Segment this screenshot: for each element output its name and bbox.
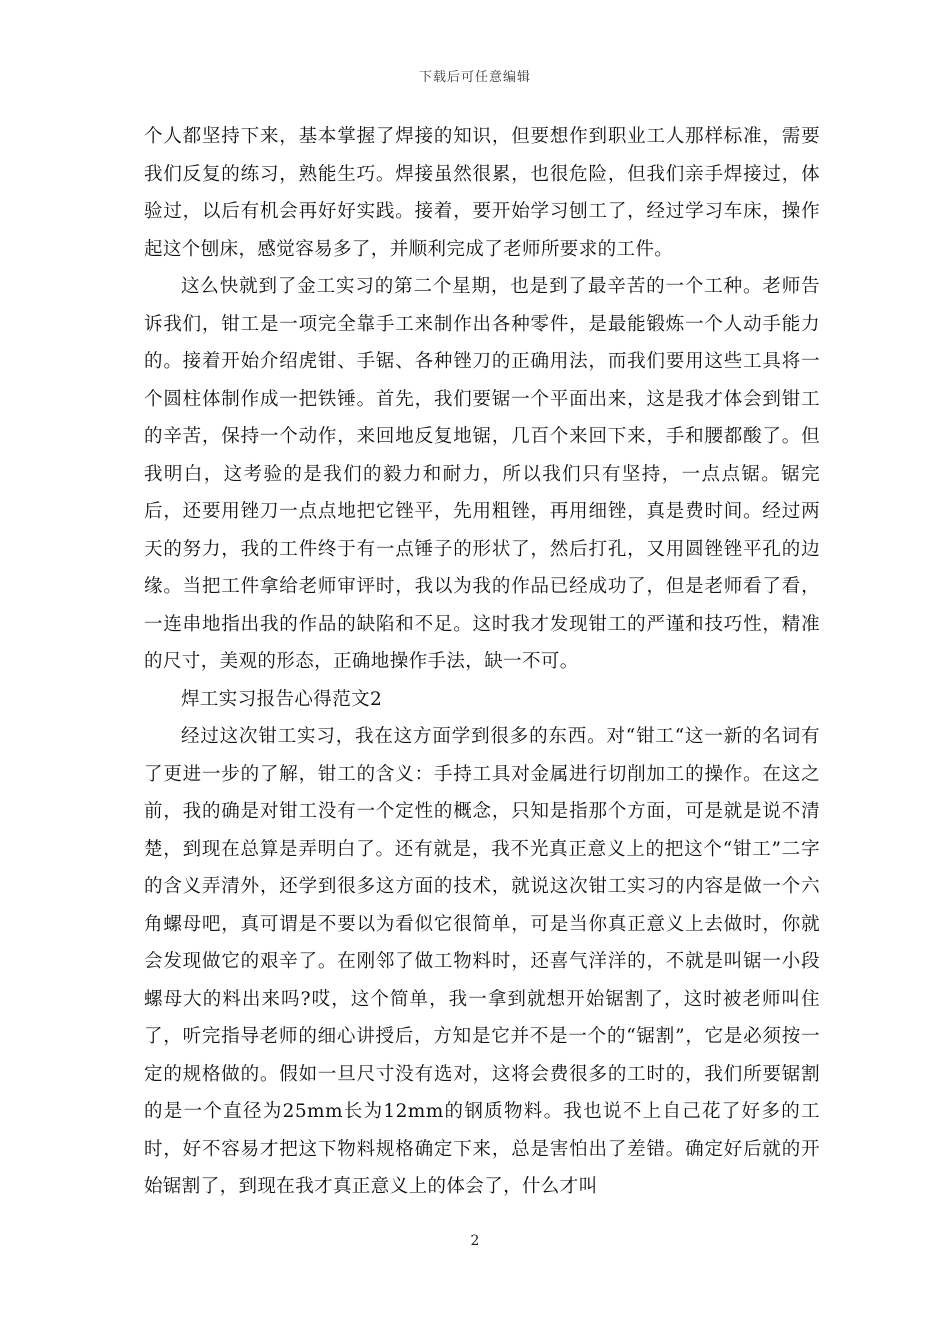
paragraph-3: 经过这次钳工实习，我在这方面学到很多的东西。对“钳工“这一新的名词有了更进一步的了解，钳工的含义：手持工具对金属进行切削加工的操作。在这之前，我的确是对钳工没有一个定性的概念，只知是指那个方面，可是就是说不清楚，到现在总算是弄明白了。还有就是，我不光真正意义上的把这个“钳工”二字的含义弄清外，还学到很多这方面的技术，就说这次钳工实习的内容是做一个六角螺母吧，真可谓是不要以为看似它很简单，可是当你真正意义上去做时，你就会发现做它的艰辛了。在刚邻了做工物料时，还喜气洋洋的，不就是叫锯一小段螺母大的料出来吗?哎，这个简单，我一拿到就想开始锯割了，这时被老师叫住了，听完指导老师的细心讲授后，方知是它并不是一个的“锯割”，它是必须按一定的规格做的。假如一旦尺寸没有选对，这将会费很多的工时的，我们所要锯割的是一个直径为25mm长为12mm的钢质物料。我也说不上自己花了好多的工时，好不容易才把这下物料规格确定下来，总是害怕出了差错。确定好后就的开始锯割了，到现在我才真正意义上的体会了，什么才叫: [144, 726, 820, 1197]
page-number: 2: [470, 1233, 480, 1249]
paragraph-1: 个人都坚持下来，基本掌握了焊接的知识，但要想作到职业工人那样标准，需要我们反复的练习，熟能生巧。焊接虽然很累，也很危险，但我们亲手焊接过，体验过，以后有机会再好好实践。接着，要开始学习刨工了，经过学习车床，操作起这个刨床，感觉容易多了，并顺利完成了老师所要求的工件。: [144, 126, 820, 260]
section-heading: 焊工实习报告心得范文2: [181, 688, 383, 710]
page-header: 下载后可任意编辑: [418, 70, 531, 85]
paragraph-2: 这么快就到了金工实习的第二个星期，也是到了最辛苦的一个工种。老师告诉我们，钳工是一项完全靠手工来制作出各种零件，是最能锻炼一个人动手能力的。接着开始介绍虎钳、手锯、各种锉刀的正确用法，而我们要用这些工具将一个圆柱体制作成一把铁锤。首先，我们要锯一个平面出来，这是我才体会到钳工的辛苦，保持一个动作，来回地反复地锯，几百个来回下来，手和腰都酸了。但我明白，这考验的是我们的毅力和耐力，所以我们只有坚持，一点点锯。锯完后，还要用锉刀一点点地把它锉平，先用粗锉，再用细锉，真是费时间。经过两天的努力，我的工件终于有一点锤子的形状了，然后打孔，又用圆锉锉平孔的边缘。当把工件拿给老师审评时，我以为我的作品已经成功了，但是老师看了看，一连串地指出我的作品的缺陷和不足。这时我才发现钳工的严谨和技巧性，精准的尺寸，美观的形态，正确地操作手法，缺一不可。: [144, 276, 820, 672]
document-body: [144, 118, 820, 1206]
